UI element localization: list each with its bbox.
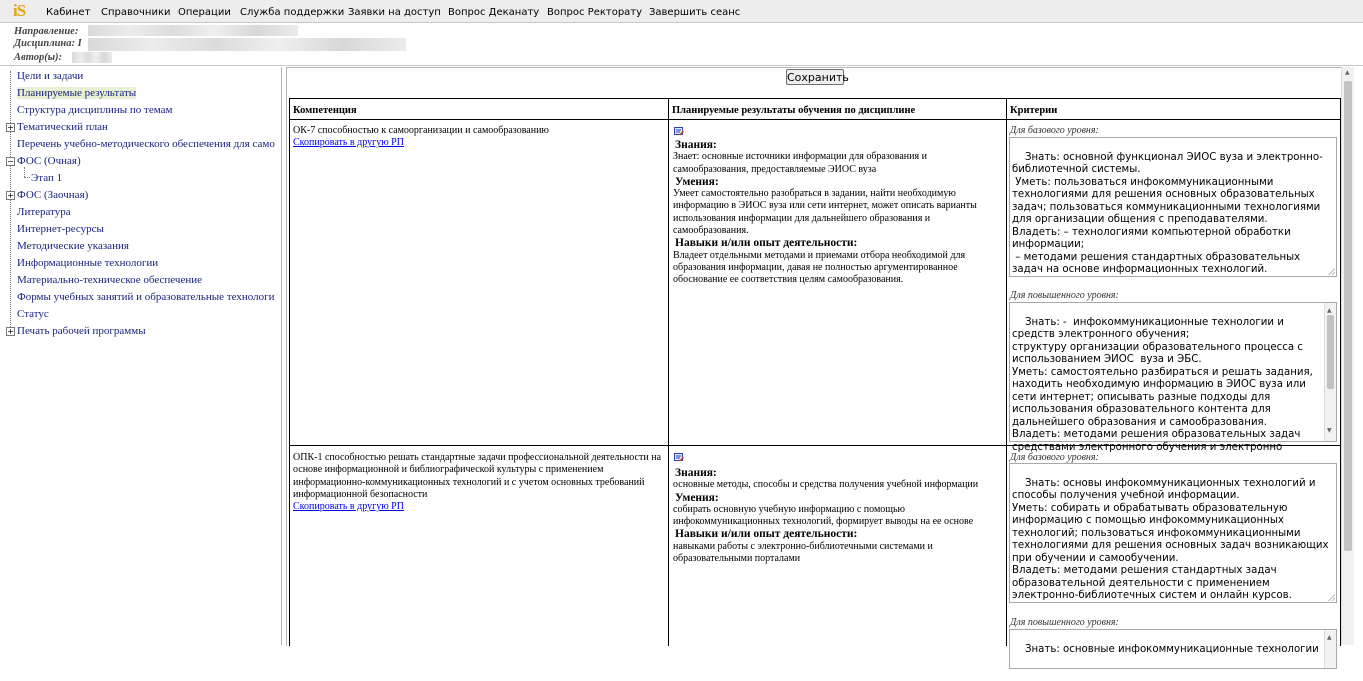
tree-item-study-forms[interactable]: Формы учебных занятий и образовательные технологи: [17, 291, 275, 303]
basic-level-label: Для базового уровня:: [1010, 452, 1099, 463]
main-content: [286, 67, 1341, 655]
habits-text: навыками работы с электронно-библиотечными системами и образовательными порталами: [673, 540, 933, 565]
app-logo[interactable]: iS: [13, 1, 26, 20]
textarea-scrollbar[interactable]: [1324, 630, 1336, 668]
habits-title: Навыки и/или опыт деятельности:: [675, 237, 858, 250]
discipline-value-redacted: [88, 38, 406, 51]
menu-item-dean-question[interactable]: Вопрос Деканату: [448, 7, 540, 18]
author-label: Автор(ы):: [14, 52, 62, 63]
expand-icon[interactable]: +: [7, 327, 14, 336]
collapse-icon[interactable]: −: [7, 157, 14, 166]
table-border: [289, 98, 290, 646]
advanced-level-textarea[interactable]: [1009, 302, 1337, 453]
header-criteria: Критерии: [1010, 105, 1058, 116]
advanced-level-text: Знать: - инфокоммуникационные технологии и средств электронного обучения; структуру организации образовательного процесса с использованием ЭИОС вуза и ЭБС. Уметь: самостоятельно разбираться и решать задания, находить необходимую информацию в ЭИОС вуза или сети интернет; описывать разные подходы для использования образовательного контента для дальнейшего образования и самообразования. Владеть: методами решения образовательных задач средствами электронного обучения и электронно: [1012, 316, 1313, 453]
skills-title: Умения:: [675, 491, 719, 504]
textarea-scrollbar[interactable]: [1324, 303, 1336, 441]
discipline-initial: I: [77, 38, 82, 49]
header-planned-results: Планируемые результаты обучения по дисциплине: [672, 105, 916, 116]
tree-item-structure[interactable]: Структура дисциплины по темам: [17, 104, 173, 116]
sidebar-tree: [0, 67, 282, 645]
resize-handle-icon[interactable]: [1328, 594, 1335, 601]
menu-item-operations[interactable]: Операции: [178, 7, 231, 18]
edit-icon[interactable]: [674, 127, 684, 136]
menu-item-access-requests[interactable]: Заявки на доступ: [348, 7, 441, 18]
tree-item-stage-1[interactable]: Этап 1: [31, 172, 63, 184]
tree-connector: [24, 177, 30, 178]
tree-item-material-support[interactable]: Материально-техническое обеспечение: [17, 274, 202, 286]
habits-text: Владеет отдельными методами и приемами отбора необходимой для образования информации, давая не полностью аргументированное обоснование ее соответствия целям самообразования.: [673, 249, 966, 286]
skills-text: собирать основную учебную информацию с помощью инфокоммуникационных технологий, формирует выводы на ее основе: [673, 503, 974, 528]
edit-icon[interactable]: [674, 453, 684, 462]
menu-item-support[interactable]: Служба поддержки: [240, 7, 345, 18]
top-menu-bar: [0, 0, 1363, 23]
table-row: [293, 452, 663, 513]
tree-item-fos-fulltime[interactable]: ФОС (Очная): [17, 155, 81, 167]
basic-level-textarea[interactable]: [1009, 463, 1337, 603]
tree-connector: [24, 167, 25, 177]
skills-text: Умеет самостоятельно разобраться в задании, найти необходимую информацию в ЭИОС вуза или сети интернет, может описать варианты использования информации для дальнейшего образования и самообразования.: [673, 188, 977, 237]
scroll-down-icon[interactable]: ▼: [1327, 426, 1332, 434]
menu-item-cabinet[interactable]: Кабинет: [46, 7, 91, 18]
scroll-thumb[interactable]: [1344, 81, 1352, 551]
advanced-level-label: Для повышенного уровня:: [1010, 290, 1119, 301]
author-value-redacted: [72, 52, 112, 63]
discipline-label: Дисциплина: I: [14, 38, 82, 49]
competence-text: ОК-7 способностью к самоорганизации и самообразованию: [293, 125, 549, 136]
tree-item-methodical-list[interactable]: Перечень учебно-методического обеспечения для само: [17, 138, 275, 150]
save-button[interactable]: Сохранить: [787, 70, 849, 84]
resize-handle-icon[interactable]: [1328, 268, 1335, 275]
results-cell: [673, 467, 1003, 565]
competence-text: ОПК-1 способностью решать стандартные задачи профессиональной деятельности на основе информационной и библиографической культуры с применением информационно-коммуникационных технологий и с учетом основных требований информационной безопасности: [293, 452, 662, 500]
menu-item-references[interactable]: Справочники: [101, 7, 171, 18]
habits-title: Навыки и/или опыт деятельности:: [675, 528, 858, 541]
direction-value-redacted: [88, 25, 298, 36]
copy-link[interactable]: Скопировать в другую РП: [293, 501, 404, 513]
tree-item-info-tech[interactable]: Информационные технологии: [17, 257, 159, 269]
knowledge-title: Знания:: [675, 467, 717, 479]
tree-item-methodical-guides[interactable]: Методические указания: [17, 240, 129, 252]
tree-item-internet-resources[interactable]: Интернет-ресурсы: [17, 223, 104, 235]
advanced-level-text: Знать: основные инфокоммуникационные технологии: [1024, 643, 1319, 655]
tree-item-planned-results[interactable]: Планируемые результаты: [17, 87, 137, 99]
advanced-level-label: Для повышенного уровня:: [1010, 617, 1119, 628]
tree-item-goals[interactable]: Цели и задачи: [17, 70, 84, 82]
header-divider: [0, 65, 1363, 66]
basic-level-textarea[interactable]: [1009, 137, 1337, 277]
page-scrollbar[interactable]: [1341, 67, 1354, 645]
copy-link[interactable]: Скопировать в другую РП: [293, 137, 404, 149]
tree-connector: [10, 71, 11, 329]
table-row: [293, 125, 663, 150]
knowledge-text: Знает: основные источники информации для образования и самообразования, предоставляемые ЭИОС вуза: [673, 151, 927, 175]
tree-item-literature[interactable]: Литература: [17, 206, 71, 218]
skills-title: Умения:: [675, 175, 719, 188]
direction-label: Направление:: [14, 26, 79, 37]
scroll-up-icon[interactable]: ▲: [1327, 634, 1332, 641]
scroll-up-icon[interactable]: ▲: [1345, 69, 1350, 76]
tree-item-fos-extramural[interactable]: ФОС (Заочная): [17, 189, 89, 201]
tree-item-status[interactable]: Статус: [17, 308, 49, 320]
scroll-thumb[interactable]: [1327, 315, 1334, 389]
results-cell: [673, 139, 1003, 287]
table-border: [1006, 98, 1007, 646]
basic-level-text: Знать: основы инфокоммуникационных технологий и способы получения учебной информации. Уметь: собирать и обрабатывать образовательную информацию с помощью инфокоммуникационных технологий; пользоваться инфокоммуникационными технологиями для решения основных задач возникающих при обучении и самообучении. Владеть: методами решения стандартных задач образовательной деятельности с применением электронно-библиотечных систем и онлайн курсов.: [1012, 477, 1329, 601]
menu-item-logout[interactable]: Завершить сеанс: [649, 7, 741, 18]
basic-level-text: Знать: основной функционал ЭИОС вуза и электронно-библиотечной системы. Уметь: пользоваться инфокоммуникационными технологиями для решения основных образовательных задач; пользоваться коммуникационными технологиями для организации общения с преподавателями. Владеть: – технологиями компьютерной обработки информации; – методами решения стандартных образовательных задач на основе информационных технологий.: [1012, 151, 1323, 275]
table-border: [668, 98, 669, 646]
menu-item-rector-question[interactable]: Вопрос Ректорату: [547, 7, 643, 18]
expand-icon[interactable]: +: [7, 191, 14, 200]
table-border: [289, 98, 1341, 99]
advanced-level-textarea[interactable]: [1009, 629, 1337, 669]
scroll-up-icon[interactable]: ▲: [1327, 307, 1332, 314]
knowledge-title: Знания:: [675, 139, 717, 151]
knowledge-text: основные методы, способы и средства получения учебной информации: [673, 479, 979, 491]
tree-item-print[interactable]: Печать рабочей программы: [17, 325, 146, 337]
expand-icon[interactable]: +: [7, 123, 14, 132]
tree-item-thematic-plan[interactable]: Тематический план: [17, 121, 108, 133]
table-border: [289, 119, 1341, 120]
basic-level-label: Для базового уровня:: [1010, 125, 1099, 136]
header-competence: Компетенция: [293, 105, 357, 116]
